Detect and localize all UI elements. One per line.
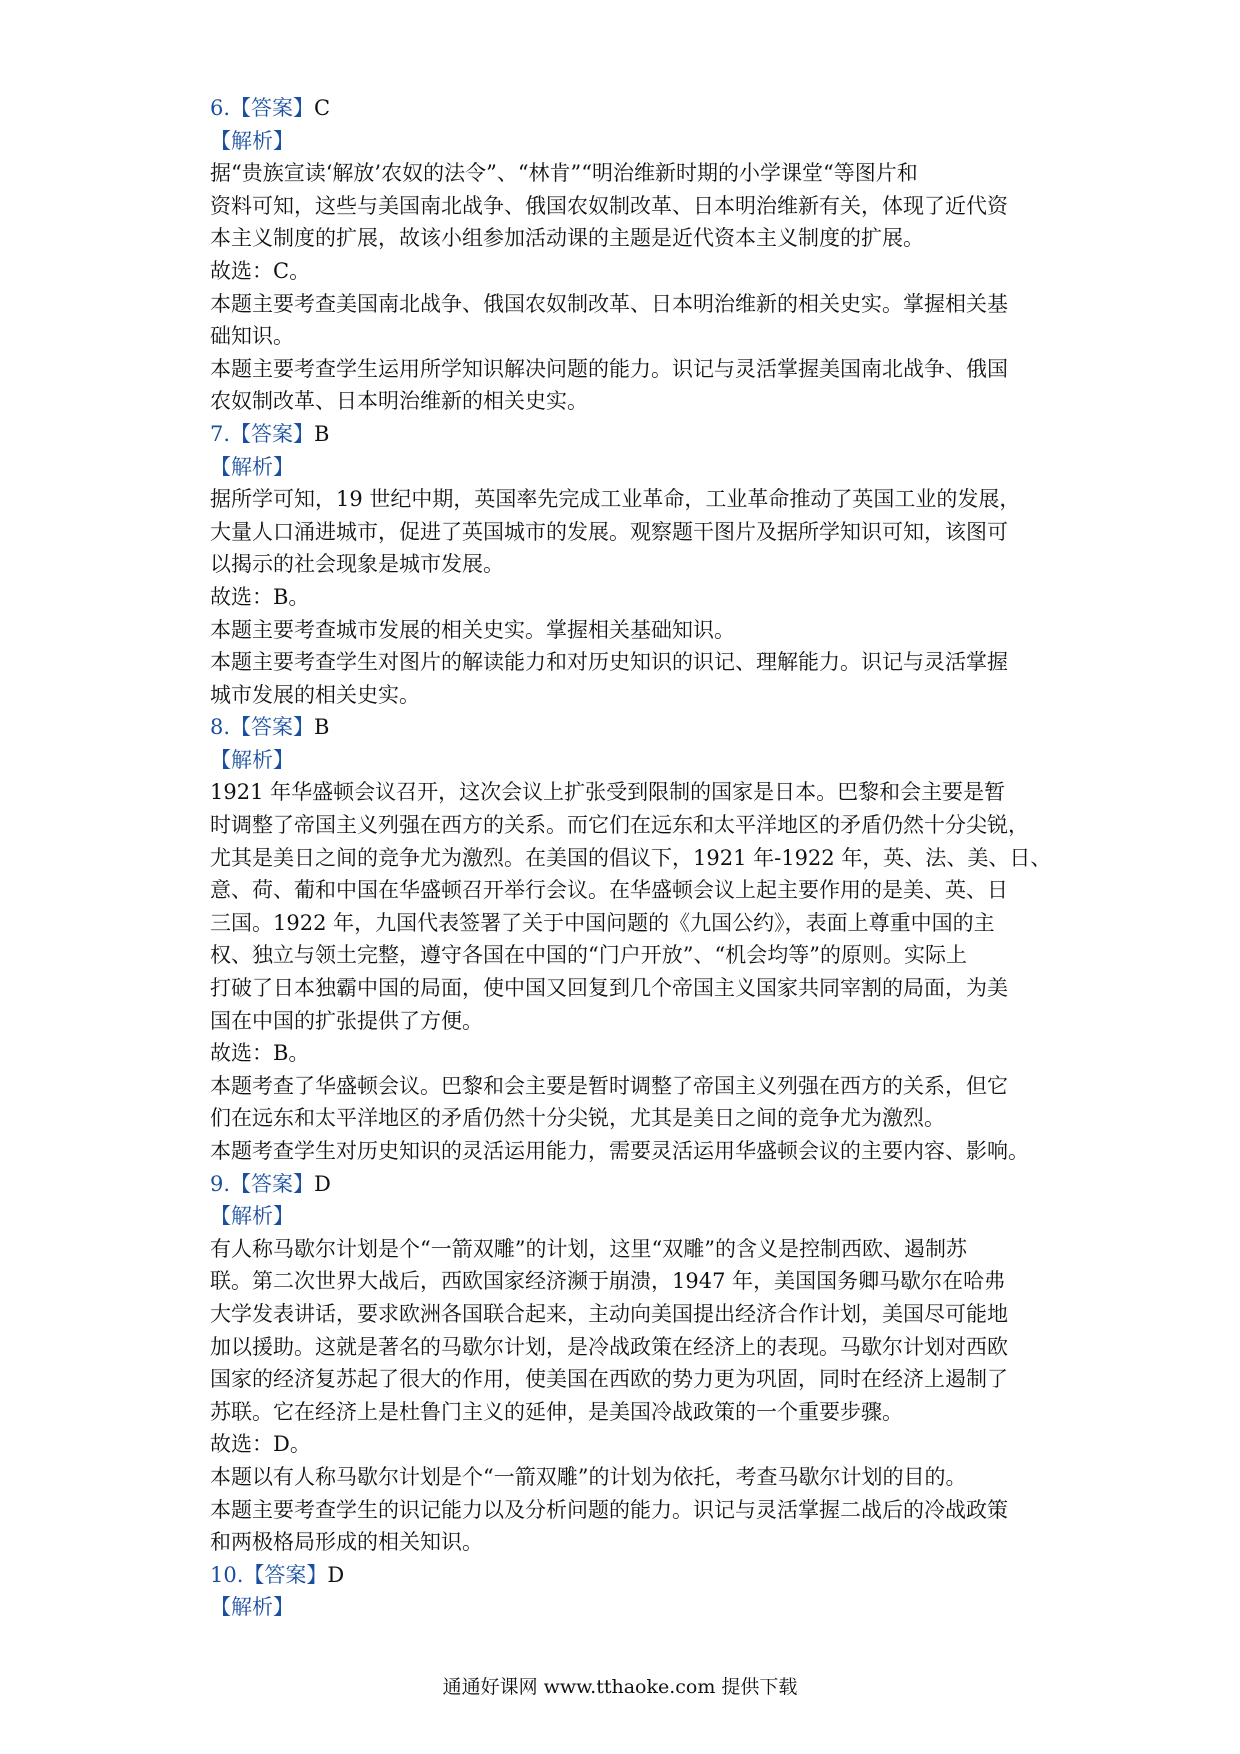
analysis-text-line: 尤其是美日之间的竞争尤为激烈。在美国的倡议下，1921 年-1922 年，英、法、美、日、: [210, 845, 1052, 870]
analysis-text-line: 本题主要考查学生的识记能力以及分析问题的能力。识记与灵活掌握二战后的冷战政策: [210, 1497, 1008, 1522]
analysis-text-line: 故选：C。: [210, 258, 311, 283]
analysis-text-line: 本主义制度的扩展，故该小组参加活动课的主题是近代资本主义制度的扩展。: [210, 226, 924, 251]
analysis-text-line: 据所学可知，19 世纪中期，英国率先完成工业革命，工业革命推动了英国工业的发展，: [210, 487, 1021, 512]
analysis-text-line: 加以援助。这就是著名的马歇尔计划，是冷战政策在经济上的表现。马歇尔计划对西欧: [210, 1334, 1008, 1359]
answer-value: C: [314, 96, 331, 120]
question-block: [210, 711, 1050, 1167]
answer-tag: 【答案】: [230, 96, 315, 120]
analysis-text-line: 本题主要考查美国南北战争、俄国农奴制改革、日本明治维新的相关史实。掌握相关基: [210, 291, 1008, 316]
analysis-text-line: 有人称马歇尔计划是个“一箭双雕”的计划，这里“双雕”的含义是控制西欧、遏制苏: [210, 1236, 967, 1261]
analysis-text-line: 以揭示的社会现象是城市发展。: [210, 552, 504, 577]
answer-tag: 【答案】: [243, 1562, 328, 1587]
question-number: 6.: [210, 96, 231, 120]
analysis-text-line: 础知识。: [210, 324, 294, 349]
analysis-text-line: 国在中国的扩张提供了方便。: [210, 1008, 483, 1033]
analysis-text-line: 打破了日本独霸中国的局面，使中国又回复到几个帝国主义国家共同宰割的局面，为美: [210, 976, 1008, 1001]
analysis-tag: 【解析】: [210, 1595, 294, 1620]
question-number: 10.: [210, 1562, 244, 1587]
analysis-text-line: 本题考查了华盛顿会议。巴黎和会主要是暂时调整了帝国主义列强在西方的关系，但它: [210, 1073, 1008, 1098]
analysis-text-line: 和两极格局形成的相关知识。: [210, 1530, 483, 1555]
question-block: [210, 1559, 1050, 1624]
analysis-text-line: 本题主要考查学生运用所学知识解决问题的能力。识记与灵活掌握美国南北战争、俄国: [210, 356, 1008, 381]
analysis-text-line: 国家的经济复苏起了很大的作用，使美国在西欧的势力更为巩固，同时在经济上遏制了: [210, 1367, 1008, 1392]
analysis-text-line: 本题主要考查城市发展的相关史实。掌握相关基础知识。: [210, 617, 735, 642]
page-footer: 通通好课网 www.tthaoke.com 提供下载: [442, 1676, 798, 1698]
question-block: [210, 1168, 1050, 1559]
analysis-text-line: 城市发展的相关史实。: [210, 682, 420, 707]
analysis-text-line: 故选：B。: [210, 1041, 310, 1066]
analysis-text-line: 本题主要考查学生对图片的解读能力和对历史知识的识记、理解能力。识记与灵活掌握: [210, 650, 1008, 675]
analysis-tag: 【解析】: [210, 1204, 294, 1229]
answer-tag: 【答案】: [230, 421, 315, 446]
analysis-text-line: 故选：B。: [210, 584, 310, 609]
analysis-text-line: 们在远东和太平洋地区的矛盾仍然十分尖锐，尤其是美日之间的竞争尤为激烈。: [210, 1106, 945, 1131]
analysis-text-line: 本题以有人称马歇尔计划是个“一箭双雕”的计划为依托，考查马歇尔计划的目的。: [210, 1464, 967, 1489]
analysis-text-line: 苏联。它在经济上是杜鲁门主义的延伸，是美国冷战政策的一个重要步骤。: [210, 1399, 903, 1424]
answer-line: [210, 1168, 1050, 1201]
analysis-text-line: 故选：D。: [210, 1432, 311, 1457]
question-number: 8.: [210, 715, 231, 740]
analysis-text-line: 资料可知，这些与美国南北战争、俄国农奴制改革、日本明治维新有关，体现了近代资: [210, 193, 1008, 218]
analysis-text-line: 三国。1922 年，九国代表签署了关于中国问题的《九国公约》，表面上尊重中国的主: [210, 910, 995, 935]
answer-value: B: [314, 421, 330, 446]
question-block: [210, 418, 1050, 711]
answer-tag: 【答案】: [230, 715, 315, 740]
analysis-text-line: 意、荷、葡和中国在华盛顿召开举行会议。在华盛顿会议上起主要作用的是美、英、日: [210, 878, 1008, 903]
answer-value: B: [314, 715, 330, 740]
analysis-text-line: 1921 年华盛顿会议召开，这次会议上扩张受到限制的国家是日本。巴黎和会主要是暂: [210, 780, 1006, 805]
answer-tag: 【答案】: [230, 1171, 315, 1196]
analysis-text-line: 时调整了帝国主义列强在西方的关系。而它们在远东和太平洋地区的矛盾仍然十分尖锐，: [210, 813, 1029, 838]
analysis-text-line: 大学发表讲话，要求欧洲各国联合起来，主动向美国提出经济合作计划，美国尽可能地: [210, 1301, 1008, 1326]
analysis-text-line: 联。第二次世界大战后，西欧国家经济濒于崩溃，1947 年，美国国务卿马歇尔在哈弗: [210, 1269, 1006, 1294]
analysis-tag: 【解析】: [210, 128, 294, 153]
answer-line: [210, 1559, 1050, 1592]
analysis-text-line: 本题考查学生对历史知识的灵活运用能力，需要灵活运用华盛顿会议的主要内容、影响。: [210, 1139, 1029, 1163]
analysis-text-line: 农奴制改革、日本明治维新的相关史实。: [210, 389, 588, 414]
answer-line: [210, 711, 1050, 744]
answer-line: [210, 418, 1050, 451]
answer-value: D: [327, 1562, 345, 1587]
analysis-text-line: 大量人口涌进城市，促进了英国城市的发展。观察题干图片及据所学知识可知，该图可: [210, 519, 1008, 544]
analysis-tag: 【解析】: [210, 454, 294, 479]
analysis-text-line: 权、独立与领土完整，遵守各国在中国的“门户开放”、“机会均等”的原则。实际上: [210, 943, 967, 968]
answer-value: D: [314, 1171, 331, 1196]
analysis-text-line: 据“贵族宣读‘解放’农奴的法令”、“林肯”“明治维新时期的小学课堂“等图片和: [210, 161, 918, 186]
question-number: 7.: [210, 421, 231, 446]
answer-analysis-content: [210, 92, 1050, 1624]
answer-line: [210, 92, 1050, 125]
question-number: 9.: [210, 1171, 231, 1196]
question-block: [210, 92, 1050, 418]
analysis-tag: 【解析】: [210, 747, 294, 772]
